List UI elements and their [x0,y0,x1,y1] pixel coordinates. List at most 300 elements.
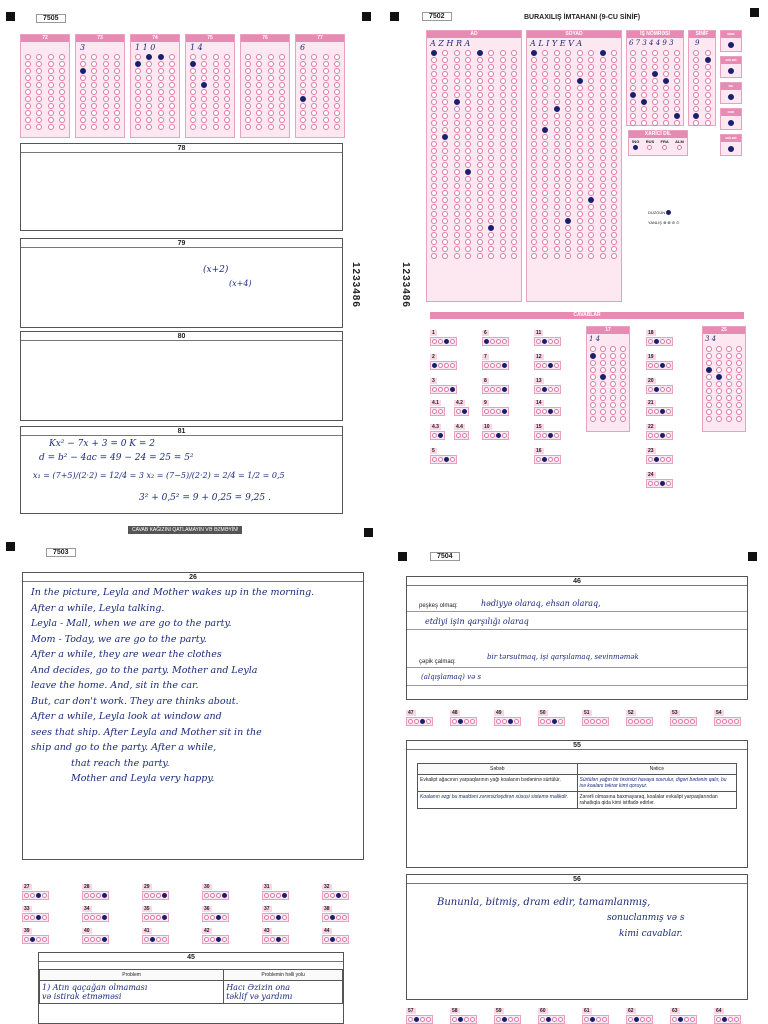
answer-bubble[interactable] [477,148,483,154]
answer-bubble[interactable] [465,64,471,70]
answer-bubble[interactable] [465,204,471,210]
answer-bubble[interactable] [610,416,616,422]
answer-bubble[interactable] [90,893,95,898]
answer-bubble[interactable] [620,374,626,380]
answer-bubble[interactable] [554,339,559,344]
answer-bubble[interactable] [454,85,460,91]
answer-bubble[interactable] [588,99,594,105]
answer-bubble[interactable] [565,190,571,196]
answer-bubble[interactable] [488,253,494,259]
answer-bubble[interactable] [24,937,29,942]
answer-bubble[interactable] [330,937,335,942]
answer-bubble[interactable] [158,124,164,130]
answer-bubble[interactable] [558,1017,563,1022]
answer-bubble[interactable] [600,162,606,168]
answer-bubble[interactable] [554,57,560,63]
answer-bubble[interactable] [438,387,443,392]
answer-bubble[interactable] [477,204,483,210]
answer-bubble[interactable] [652,57,658,63]
answer-bubble[interactable] [611,162,617,168]
answer-bubble[interactable] [716,409,722,415]
answer-bubble[interactable] [204,893,209,898]
answer-bubble[interactable] [488,239,494,245]
answer-bubble[interactable] [536,409,541,414]
answer-bubble[interactable] [213,68,219,74]
answer-bubble[interactable] [736,367,742,373]
answer-bubble[interactable] [648,387,653,392]
answer-bubble[interactable] [431,232,437,238]
answer-bubble[interactable] [736,353,742,359]
answer-bubble[interactable] [736,409,742,415]
answer-bubble[interactable] [146,68,152,74]
answer-bubble[interactable] [431,113,437,119]
answer-bubble[interactable] [536,433,541,438]
answer-bubble[interactable] [716,374,722,380]
answer-bubble[interactable] [36,61,42,67]
answer-bubble[interactable] [438,457,443,462]
answer-bubble[interactable] [542,57,548,63]
answer-bubble[interactable] [554,141,560,147]
answer-bubble[interactable] [565,92,571,98]
answer-bubble[interactable] [442,232,448,238]
answer-bubble[interactable] [660,457,665,462]
answer-bubble[interactable] [630,113,636,119]
answer-bubble[interactable] [716,719,721,724]
answer-bubble[interactable] [511,197,517,203]
answer-bubble[interactable] [213,54,219,60]
answer-bubble[interactable] [454,169,460,175]
answer-bubble[interactable] [588,78,594,84]
answer-bubble[interactable] [542,148,548,154]
answer-bubble[interactable] [663,120,669,126]
answer-bubble[interactable] [431,239,437,245]
answer-bubble[interactable] [334,124,340,130]
answer-bubble[interactable] [496,1017,501,1022]
answer-bubble[interactable] [464,719,469,724]
answer-bubble[interactable] [256,96,262,102]
answer-bubble[interactable] [204,915,209,920]
answer-bubble[interactable] [542,176,548,182]
answer-bubble[interactable] [648,363,653,368]
answer-bubble[interactable] [25,75,31,81]
answer-bubble[interactable] [282,915,287,920]
answer-bubble[interactable] [450,339,455,344]
answer-bubble[interactable] [465,99,471,105]
answer-bubble[interactable] [611,57,617,63]
answer-bubble[interactable] [728,94,734,100]
answer-bubble[interactable] [511,169,517,175]
answer-bubble[interactable] [600,183,606,189]
answer-bubble[interactable] [488,162,494,168]
answer-bubble[interactable] [554,253,560,259]
answer-bubble[interactable] [334,110,340,116]
answer-bubble[interactable] [540,719,545,724]
answer-bubble[interactable] [311,61,317,67]
answer-bubble[interactable] [488,57,494,63]
language-option[interactable] [646,139,654,151]
answer-bubble[interactable] [590,346,596,352]
answer-bubble[interactable] [652,85,658,91]
answer-bubble[interactable] [431,148,437,154]
answer-bubble[interactable] [431,134,437,140]
answer-bubble[interactable] [464,1017,469,1022]
answer-bubble[interactable] [542,92,548,98]
answer-bubble[interactable] [431,169,437,175]
answer-bubble[interactable] [454,50,460,56]
answer-bubble[interactable] [90,937,95,942]
language-option[interactable] [675,139,684,151]
answer-bubble[interactable] [432,363,437,368]
answer-bubble[interactable] [641,78,647,84]
answer-bubble[interactable] [158,75,164,81]
answer-bubble[interactable] [477,141,483,147]
answer-bubble[interactable] [465,176,471,182]
answer-bubble[interactable] [342,893,347,898]
answer-bubble[interactable] [465,141,471,147]
answer-bubble[interactable] [548,457,553,462]
answer-bubble[interactable] [565,253,571,259]
answer-bubble[interactable] [678,719,683,724]
answer-bubble[interactable] [666,481,671,486]
answer-bubble[interactable] [554,433,559,438]
answer-bubble[interactable] [431,183,437,189]
answer-bubble[interactable] [728,120,734,126]
answer-bubble[interactable] [156,937,161,942]
answer-bubble[interactable] [25,96,31,102]
answer-bubble[interactable] [620,402,626,408]
answer-bubble[interactable] [454,246,460,252]
answer-bubble[interactable] [596,719,601,724]
answer-bubble[interactable] [511,246,517,252]
answer-bubble[interactable] [190,124,196,130]
answer-bubble[interactable] [693,113,699,119]
answer-bubble[interactable] [531,232,537,238]
answer-bubble[interactable] [190,61,196,67]
answer-bubble[interactable] [432,387,437,392]
answer-bubble[interactable] [442,85,448,91]
answer-bubble[interactable] [80,54,86,60]
answer-bubble[interactable] [660,433,665,438]
answer-bubble[interactable] [565,71,571,77]
answer-bubble[interactable] [641,99,647,105]
answer-bubble[interactable] [213,89,219,95]
answer-bubble[interactable] [600,106,606,112]
answer-bubble[interactable] [454,148,460,154]
answer-bubble[interactable] [511,127,517,133]
answer-bubble[interactable] [190,75,196,81]
answer-bubble[interactable] [554,363,559,368]
answer-bubble[interactable] [666,387,671,392]
answer-bubble[interactable] [531,225,537,231]
answer-bubble[interactable] [442,120,448,126]
answer-bubble[interactable] [442,141,448,147]
answer-bubble[interactable] [542,64,548,70]
answer-bubble[interactable] [577,99,583,105]
answer-bubble[interactable] [477,71,483,77]
answer-bubble[interactable] [488,134,494,140]
answer-bubble[interactable] [542,246,548,252]
answer-bubble[interactable] [660,339,665,344]
answer-bubble[interactable] [454,253,460,259]
answer-bubble[interactable] [540,1017,545,1022]
answer-bubble[interactable] [452,1017,457,1022]
answer-bubble[interactable] [216,893,221,898]
answer-bubble[interactable] [146,124,152,130]
answer-bubble[interactable] [565,218,571,224]
answer-bubble[interactable] [245,82,251,88]
answer-bubble[interactable] [477,232,483,238]
answer-bubble[interactable] [554,204,560,210]
answer-bubble[interactable] [454,232,460,238]
answer-bubble[interactable] [716,367,722,373]
answer-bubble[interactable] [548,339,553,344]
answer-bubble[interactable] [279,54,285,60]
answer-bubble[interactable] [674,64,680,70]
answer-bubble[interactable] [442,190,448,196]
answer-bubble[interactable] [500,106,506,112]
answer-bubble[interactable] [490,387,495,392]
answer-bubble[interactable] [323,68,329,74]
answer-bubble[interactable] [511,155,517,161]
answer-bubble[interactable] [91,68,97,74]
answer-bubble[interactable] [268,61,274,67]
answer-bubble[interactable] [91,89,97,95]
answer-bubble[interactable] [542,113,548,119]
answer-bubble[interactable] [91,117,97,123]
answer-bubble[interactable] [442,239,448,245]
answer-bubble[interactable] [442,155,448,161]
answer-bubble[interactable] [600,409,606,415]
language-option[interactable] [661,139,669,151]
answer-bubble[interactable] [477,127,483,133]
answer-bubble[interactable] [588,120,594,126]
answer-bubble[interactable] [334,68,340,74]
answer-bubble[interactable] [511,253,517,259]
answer-bubble[interactable] [693,106,699,112]
answer-bubble[interactable] [268,54,274,60]
answer-bubble[interactable] [222,937,227,942]
answer-bubble[interactable] [565,50,571,56]
answer-bubble[interactable] [511,57,517,63]
answer-bubble[interactable] [488,50,494,56]
answer-bubble[interactable] [477,50,483,56]
answer-bubble[interactable] [323,103,329,109]
answer-bubble[interactable] [672,1017,677,1022]
answer-bubble[interactable] [726,353,732,359]
answer-bubble[interactable] [91,75,97,81]
answer-bubble[interactable] [135,117,141,123]
answer-bubble[interactable] [146,61,152,67]
answer-bubble[interactable] [611,176,617,182]
answer-bubble[interactable] [502,719,507,724]
answer-bubble[interactable] [647,145,652,150]
answer-bubble[interactable] [652,120,658,126]
answer-bubble[interactable] [610,360,616,366]
answer-bubble[interactable] [454,71,460,77]
answer-bubble[interactable] [590,367,596,373]
answer-bubble[interactable] [213,96,219,102]
answer-bubble[interactable] [536,339,541,344]
answer-bubble[interactable] [634,1017,639,1022]
answer-bubble[interactable] [600,346,606,352]
answer-bubble[interactable] [268,75,274,81]
answer-bubble[interactable] [135,96,141,102]
answer-bubble[interactable] [500,176,506,182]
answer-bubble[interactable] [611,218,617,224]
answer-bubble[interactable] [502,1017,507,1022]
answer-bubble[interactable] [502,363,507,368]
answer-bubble[interactable] [588,225,594,231]
answer-bubble[interactable] [536,363,541,368]
answer-bubble[interactable] [96,937,101,942]
answer-bubble[interactable] [488,225,494,231]
answer-bubble[interactable] [169,96,175,102]
answer-bubble[interactable] [465,211,471,217]
answer-bubble[interactable] [279,68,285,74]
answer-bubble[interactable] [80,117,86,123]
answer-bubble[interactable] [442,246,448,252]
answer-bubble[interactable] [706,416,712,422]
answer-bubble[interactable] [169,82,175,88]
answer-bubble[interactable] [324,937,329,942]
answer-bubble[interactable] [652,106,658,112]
answer-bubble[interactable] [158,68,164,74]
answer-bubble[interactable] [620,353,626,359]
answer-bubble[interactable] [431,141,437,147]
answer-bubble[interactable] [114,68,120,74]
answer-bubble[interactable] [300,54,306,60]
answer-bubble[interactable] [542,218,548,224]
answer-bubble[interactable] [190,54,196,60]
answer-bubble[interactable] [736,416,742,422]
answer-bubble[interactable] [611,113,617,119]
answer-bubble[interactable] [565,246,571,252]
answer-bubble[interactable] [554,176,560,182]
answer-bubble[interactable] [279,82,285,88]
answer-bubble[interactable] [577,253,583,259]
answer-bubble[interactable] [300,68,306,74]
answer-bubble[interactable] [488,204,494,210]
answer-bubble[interactable] [600,367,606,373]
answer-bubble[interactable] [442,106,448,112]
answer-bubble[interactable] [500,246,506,252]
answer-bubble[interactable] [611,197,617,203]
answer-bubble[interactable] [442,134,448,140]
answer-bubble[interactable] [146,54,152,60]
answer-bubble[interactable] [628,1017,633,1022]
answer-bubble[interactable] [611,92,617,98]
answer-bubble[interactable] [169,54,175,60]
answer-bubble[interactable] [442,253,448,259]
answer-bubble[interactable] [465,92,471,98]
answer-bubble[interactable] [674,113,680,119]
answer-bubble[interactable] [477,211,483,217]
answer-bubble[interactable] [48,124,54,130]
answer-bubble[interactable] [630,85,636,91]
answer-bubble[interactable] [103,110,109,116]
answer-bubble[interactable] [488,155,494,161]
answer-bubble[interactable] [80,89,86,95]
answer-bubble[interactable] [577,50,583,56]
answer-bubble[interactable] [222,893,227,898]
answer-bubble[interactable] [454,99,460,105]
answer-bubble[interactable] [663,113,669,119]
answer-bubble[interactable] [300,124,306,130]
answer-bubble[interactable] [48,89,54,95]
answer-bubble[interactable] [693,78,699,84]
answer-bubble[interactable] [693,64,699,70]
answer-bubble[interactable] [454,106,460,112]
answer-bubble[interactable] [59,117,65,123]
answer-bubble[interactable] [114,89,120,95]
answer-bubble[interactable] [442,225,448,231]
answer-bubble[interactable] [114,103,120,109]
answer-bubble[interactable] [588,71,594,77]
answer-bubble[interactable] [276,937,281,942]
answer-bubble[interactable] [456,433,461,438]
answer-bubble[interactable] [736,346,742,352]
answer-bubble[interactable] [654,387,659,392]
answer-bubble[interactable] [103,68,109,74]
answer-bubble[interactable] [477,183,483,189]
answer-bubble[interactable] [488,106,494,112]
answer-bubble[interactable] [611,106,617,112]
answer-bubble[interactable] [600,127,606,133]
answer-bubble[interactable] [36,89,42,95]
answer-bubble[interactable] [652,50,658,56]
answer-bubble[interactable] [554,162,560,168]
answer-bubble[interactable] [465,120,471,126]
answer-bubble[interactable] [552,719,557,724]
answer-bubble[interactable] [201,61,207,67]
answer-bubble[interactable] [674,85,680,91]
answer-bubble[interactable] [224,110,230,116]
answer-bubble[interactable] [465,190,471,196]
answer-bubble[interactable] [554,183,560,189]
answer-bubble[interactable] [726,346,732,352]
answer-bubble[interactable] [588,127,594,133]
answer-bubble[interactable] [600,395,606,401]
answer-bubble[interactable] [511,162,517,168]
answer-bubble[interactable] [80,103,86,109]
answer-bubble[interactable] [458,1017,463,1022]
answer-bubble[interactable] [588,148,594,154]
answer-bubble[interactable] [25,103,31,109]
answer-bubble[interactable] [300,103,306,109]
answer-bubble[interactable] [84,893,89,898]
answer-bubble[interactable] [500,92,506,98]
answer-bubble[interactable] [311,68,317,74]
answer-bubble[interactable] [565,99,571,105]
answer-bubble[interactable] [590,381,596,387]
answer-bubble[interactable] [693,50,699,56]
answer-bubble[interactable] [488,190,494,196]
answer-bubble[interactable] [477,106,483,112]
answer-bubble[interactable] [146,96,152,102]
answer-bubble[interactable] [577,64,583,70]
answer-bubble[interactable] [256,82,262,88]
answer-bubble[interactable] [705,85,711,91]
answer-bubble[interactable] [500,64,506,70]
answer-bubble[interactable] [577,204,583,210]
answer-bubble[interactable] [432,339,437,344]
answer-bubble[interactable] [611,78,617,84]
answer-bubble[interactable] [690,1017,695,1022]
answer-bubble[interactable] [577,148,583,154]
answer-bubble[interactable] [488,120,494,126]
answer-bubble[interactable] [558,719,563,724]
answer-bubble[interactable] [588,176,594,182]
